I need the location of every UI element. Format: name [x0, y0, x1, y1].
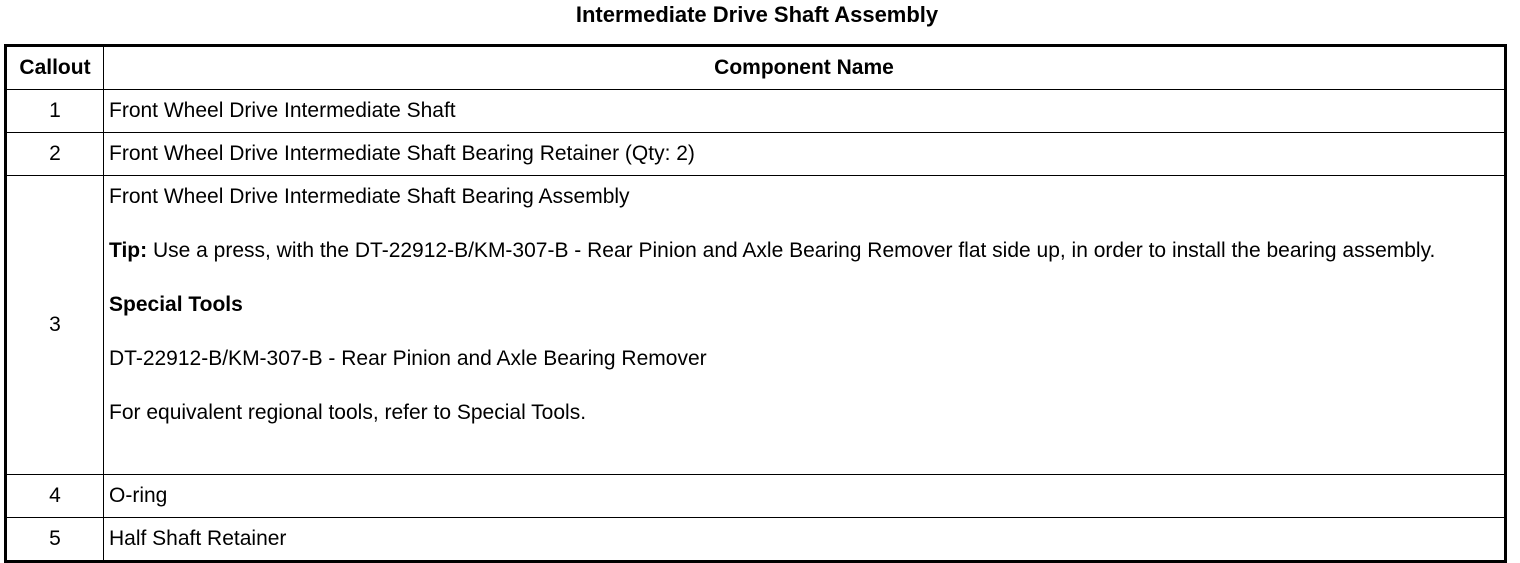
tip-label: Tip:: [109, 239, 148, 262]
component-name: Front Wheel Drive Intermediate Shaft: [104, 90, 1506, 133]
callout-number: 1: [6, 90, 104, 133]
special-tool-item: DT-22912-B/KM-307-B - Rear Pinion and Axle Bearing Remover: [109, 347, 707, 370]
table-header-row: [6, 46, 1506, 90]
callout-number: 4: [6, 475, 104, 518]
tip-paragraph: [109, 236, 1499, 266]
table-row: [6, 90, 1506, 133]
component-name: O-ring: [104, 475, 1506, 518]
table-row: [6, 176, 1506, 475]
component-name: Front Wheel Drive Intermediate Shaft Bearing Retainer (Qty: 2): [104, 133, 1506, 176]
tip-text: Use a press, with the DT-22912-B/KM-307-B - Rear Pinion and Axle Bearing Remover flat side up, in order to install the bearing assembly.: [152, 239, 1436, 262]
table-row: [6, 518, 1506, 562]
component-name-column-header: Component Name: [104, 46, 1506, 90]
callout-number: 5: [6, 518, 104, 562]
page-title: Intermediate Drive Shaft Assembly: [575, 2, 939, 27]
table-row: [6, 133, 1506, 176]
special-tools-heading: Special Tools: [109, 293, 243, 316]
component-name: Half Shaft Retainer: [104, 518, 1506, 562]
table-row: [6, 475, 1506, 518]
component-details: [104, 176, 1506, 475]
component-name: Front Wheel Drive Intermediate Shaft Bearing Assembly: [109, 185, 630, 208]
callout-number: 3: [6, 176, 104, 475]
components-table: [4, 44, 1507, 563]
regional-tools-note: For equivalent regional tools, refer to Special Tools.: [109, 401, 587, 424]
callout-column-header: Callout: [6, 46, 104, 90]
callout-number: 2: [6, 133, 104, 176]
